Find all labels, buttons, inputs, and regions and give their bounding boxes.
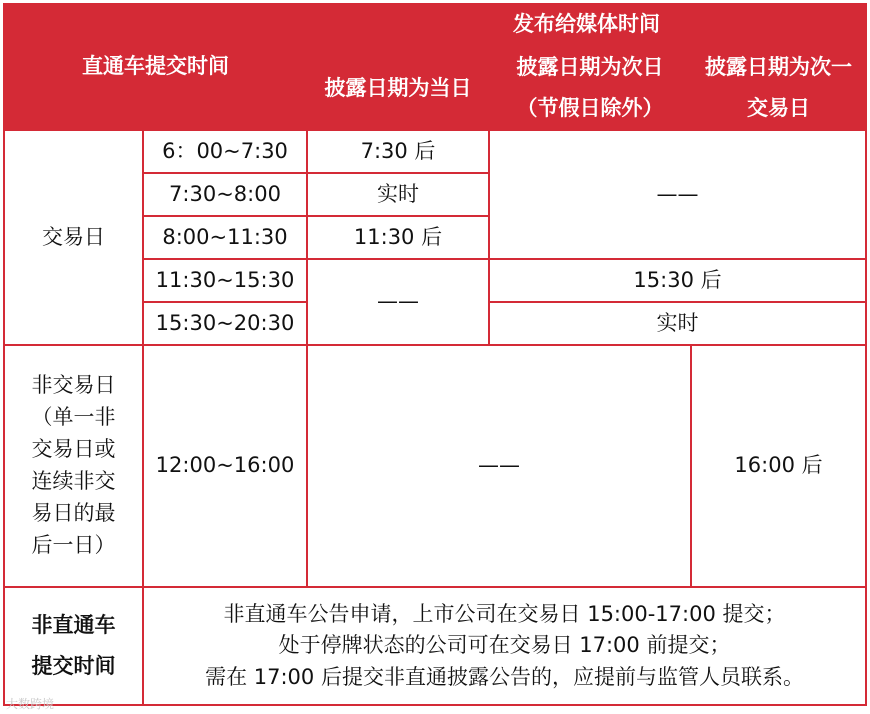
next-day-value-5: 实时 [489,302,866,345]
time-slot-5: 15:30~20:30 [143,302,307,345]
non-trading-time-slot: 12:00~16:00 [143,345,307,587]
submission-schedule-table [3,3,867,706]
trading-day-label: 交易日 [4,130,143,345]
header-same-day: 披露日期为当日 [307,46,489,130]
same-day-dash-mid: —— [307,259,489,345]
next-day-dash-top: —— [489,130,866,259]
same-day-value-3: 11:30 后 [307,216,489,259]
note-line-1: 非直通车公告申请，上市公司在交易日 15:00-17:00 提交； [223,601,786,626]
note-line-2: 处于停牌状态的公司可在交易日 17:00 前提交； [278,633,731,658]
non-trading-day-label: 非交易日 （单一非 交易日或 连续非交 易日的最 后一日） [4,345,143,587]
watermark: 大数跨境 [6,697,55,711]
non-trading-next-trading-value: 16:00 后 [691,345,866,587]
time-slot-2: 7:30~8:00 [143,173,307,216]
non-direct-notes [143,587,866,705]
note-line-3: 需在 17:00 后提交非直通披露公告的，应提前与监管人员联系。 [205,664,804,689]
header-next-trading-day: 披露日期为次一交易日 [691,46,866,130]
header-direct-submit-time: 直通车提交时间 [4,4,307,130]
same-day-value-2: 实时 [307,173,489,216]
next-day-value-4: 15:30 后 [489,259,866,302]
time-slot-1: 6：00~7:30 [143,130,307,173]
same-day-value-1: 7:30 后 [307,130,489,173]
time-slot-3: 8:00~11:30 [143,216,307,259]
header-next-day: 披露日期为次日 （节假日除外） [489,46,691,130]
non-direct-label: 非直通车 提交时间 [4,587,143,705]
time-slot-4: 11:30~15:30 [143,259,307,302]
header-media-release-time: 发布给媒体时间 [307,4,866,46]
non-trading-dash: —— [307,345,691,587]
